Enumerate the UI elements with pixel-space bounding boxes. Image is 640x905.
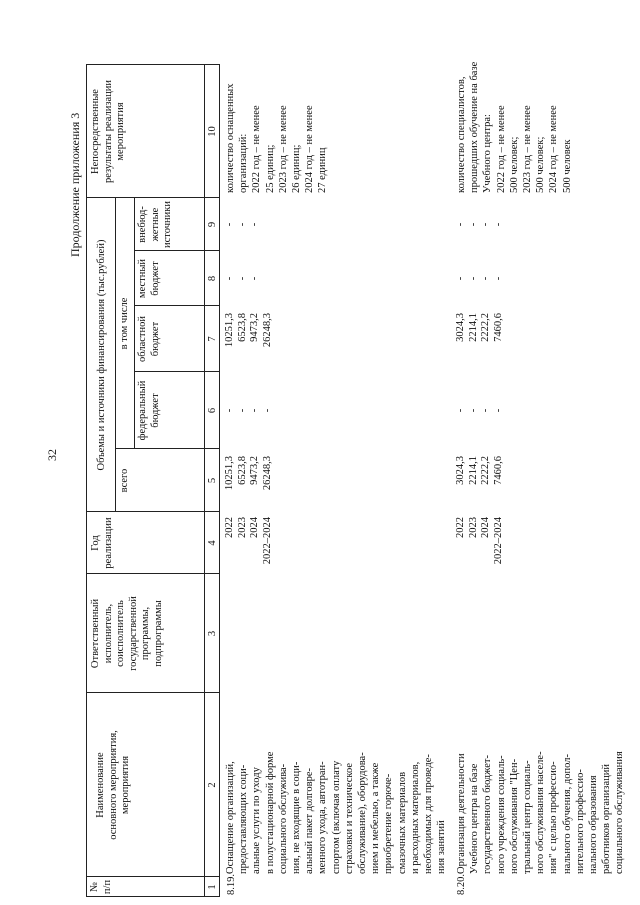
row-extrabudget: - - - — [224, 222, 260, 227]
row-number: 8.20. — [456, 874, 467, 895]
col-num-3: 3 — [207, 630, 218, 637]
row-extrabudget: - - - - — [455, 222, 504, 227]
row-local: - - - - — [455, 276, 504, 281]
row-years: 2022 2023 2024 2022–2024 — [224, 517, 273, 565]
header-year: Год реализации — [90, 517, 114, 569]
row-result: количество специалистов, прошедших обучение на базе Учебного центра: 2022 год – не менее 500 человек; 2023 год – не менее 500 человек; 2024 год – не менее 500 человек — [456, 61, 573, 193]
page-number: 32 — [45, 449, 59, 461]
row-total: 10251,3 6523,8 9473,2 26248,3 — [224, 456, 273, 491]
financing-group-line — [115, 198, 116, 512]
row-regional: 3024,3 2214,1 2222,2 7460,6 — [455, 313, 504, 342]
row-local: - - - — [224, 276, 260, 281]
row-federal: - - - - — [455, 408, 504, 413]
col-num-10: 10 — [207, 126, 218, 137]
header-extrabudget: внебюд- жетные источники — [137, 201, 173, 248]
row-regional: 10251,3 6523,8 9473,2 26248,3 — [224, 313, 273, 348]
header-federal: федеральный бюджет — [137, 380, 161, 441]
col-num-8: 8 — [207, 275, 218, 282]
col-num-2: 2 — [207, 782, 218, 788]
row-total: 3024,3 2214,1 2222,2 7460,6 — [455, 456, 504, 485]
table-top-border — [86, 64, 87, 897]
col-num-4: 4 — [207, 540, 218, 546]
header-responsible: Ответственный исполнитель, соисполнитель государственной программы, подпрограммы — [90, 596, 164, 671]
col-num-5: 5 — [207, 477, 218, 484]
header-bottom-border — [204, 64, 205, 897]
header-subgroup: в том числе — [119, 297, 130, 350]
header-financing-group: Объемы и источники финансирования (тыс.рублей) — [96, 239, 107, 471]
header-results: Непосредственные результаты реализации мероприятия — [90, 79, 126, 184]
header-name: Наименование основного мероприятия, мероприятия — [95, 730, 131, 840]
continuation-label: Продолжение приложения 3 — [68, 112, 82, 257]
row-federal: - - - - — [224, 408, 273, 413]
row-result: количество оснащенных организаций: 2022 год – не менее 25 единиц; 2023 год – не менее 26 единиц; 2024 год – не менее 27 единиц — [225, 83, 329, 193]
col-num-9: 9 — [207, 221, 218, 228]
header-regional: областной бюджет — [137, 316, 161, 362]
header-local: местный бюджет — [137, 258, 161, 299]
numbering-bottom-border — [219, 64, 220, 897]
header-total: всего — [119, 468, 130, 493]
header-number: № п/п — [89, 879, 113, 895]
col-num-7: 7 — [207, 336, 218, 342]
row-name: Оснащение организаций, предоставляющих соци- альные услуги по уходу в полустационарной форме социального обслужива- ния, не входящие в соци- альный пакет долговре- менного ухода, автотран- спортом (включая оплату страховки и техническое обслуживание), оборудова- нием и мебелью, а также приобретение горюче- смазочных материалов и расходных материалов, необходимых для проведе- ния занятий — [225, 751, 448, 874]
col-num-6: 6 — [207, 407, 218, 414]
row-years: 2022 2023 2024 2022–2024 — [455, 517, 504, 565]
col-num-1: 1 — [207, 884, 218, 890]
row-name: Организация деятельности Учебного центра на базе государственного бюджет- ного учреждения социаль- ного обслуживания "Цен- тральный центр социаль- ного обслуживания населе- ния" с целью профессио- нального обучения, допол- нительного профессио- нального образования работников организаций социального обслуживания — [456, 751, 626, 874]
row-number: 8.19. — [226, 874, 237, 895]
subgroup-line — [134, 198, 135, 449]
